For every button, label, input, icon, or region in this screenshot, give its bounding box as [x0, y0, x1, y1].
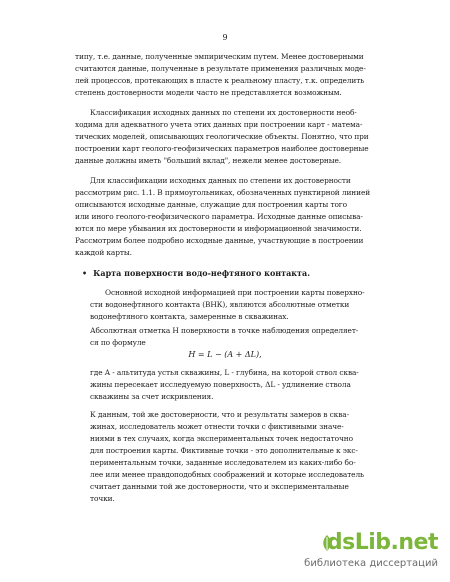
text-line: Классификация исходных данных по степени их достоверности необ- [90, 108, 357, 117]
text-line: считает данными той же достоверности, что и экспериментальные [90, 482, 349, 491]
bullet-icon: • [82, 268, 88, 278]
text-line: Абсолютная отметка H поверхности в точке наблюдения определяет- [90, 326, 359, 335]
text-line: или иного геолого-геофизического параметра. Исходные данные описыва- [75, 212, 363, 221]
text-line: каждой карты. [75, 248, 132, 257]
text-line: построении карт геолого-геофизических параметров наиболее достоверные [75, 144, 369, 153]
text-line: периментальным точки, заданные исследователем из каких-либо бо- [90, 458, 356, 467]
text-line: ются по мере убывания их достоверности и информационной значимости. [75, 224, 362, 233]
text-line: типу, т.е. данные, полученные эмпирическим путем. Менее достоверными [75, 52, 364, 61]
watermark-subtitle: библиотека диссертаций [304, 558, 438, 569]
watermark-title: dsLib.net [326, 530, 438, 555]
text-line: степень достоверности модели часто не представляется возможным. [75, 88, 342, 97]
text-line: Для классификации исходных данных по степени их достоверности [90, 176, 351, 185]
text-line: ниями в тех случаях, когда экспериментальных точек недостаточно [90, 434, 353, 443]
text-line: рассмотрим рис. 1.1. В прямоугольниках, обозначенных пунктирной линией [75, 188, 371, 197]
text-line: тических моделей, описывающих геологические объекты. Понятно, что при [75, 132, 369, 141]
section-heading-text: Карта поверхности водо-нефтяного контакта. [93, 268, 310, 278]
text-line: описываются исходные данные, служащие для построения карты того [75, 200, 347, 209]
text-line: Основной исходной информацией при построении карты поверхно- [105, 288, 365, 297]
text-line: где A - альтитуда устья скважины, L - глубина, на которой ствол сква- [90, 368, 359, 377]
section-heading [82, 268, 310, 278]
watermark-logo [288, 530, 438, 574]
text-line: данные должны иметь "больший вклад", нежели менее достоверные. [75, 156, 342, 165]
text-line: водонефтяного контакта, замеренные в скважинах. [90, 312, 289, 321]
formula: H = L − (A + ΔL), [188, 350, 262, 359]
text-line: точки. [90, 494, 115, 503]
page-number: 9 [222, 33, 228, 42]
text-line: лей процессов, протекающих в пласте к реальному пласту, т.к. определить [75, 76, 365, 85]
text-line: для построения карты. Фиктивные точки - это дополнительные к экс- [90, 446, 358, 455]
text-line: считаются данные, полученные в результате применения различных моде- [75, 64, 366, 73]
text-line: ся по формуле [90, 338, 146, 347]
text-line: К данным, той же достоверности, что и результаты замеров в сква- [90, 410, 349, 419]
text-line: жинах, исследователь может отнести точки с фиктивными значе- [90, 422, 344, 431]
text-line: ходима для адекватного учета этих данных при построении карт - матема- [75, 120, 363, 129]
text-line: лее или менее правдоподобных соображений и которые исследователь [90, 470, 364, 479]
text-line: сти водонефтяного контакта (ВНК), являются абсолютные отметки [90, 300, 350, 309]
text-line: Рассмотрим более подробно исходные данные, участвующие в построении [75, 236, 364, 245]
text-line: скважины за счет искривления. [90, 392, 214, 401]
text-line: жины пересекает исследуемую поверхность, ΔL - удлинение ствола [90, 380, 351, 389]
